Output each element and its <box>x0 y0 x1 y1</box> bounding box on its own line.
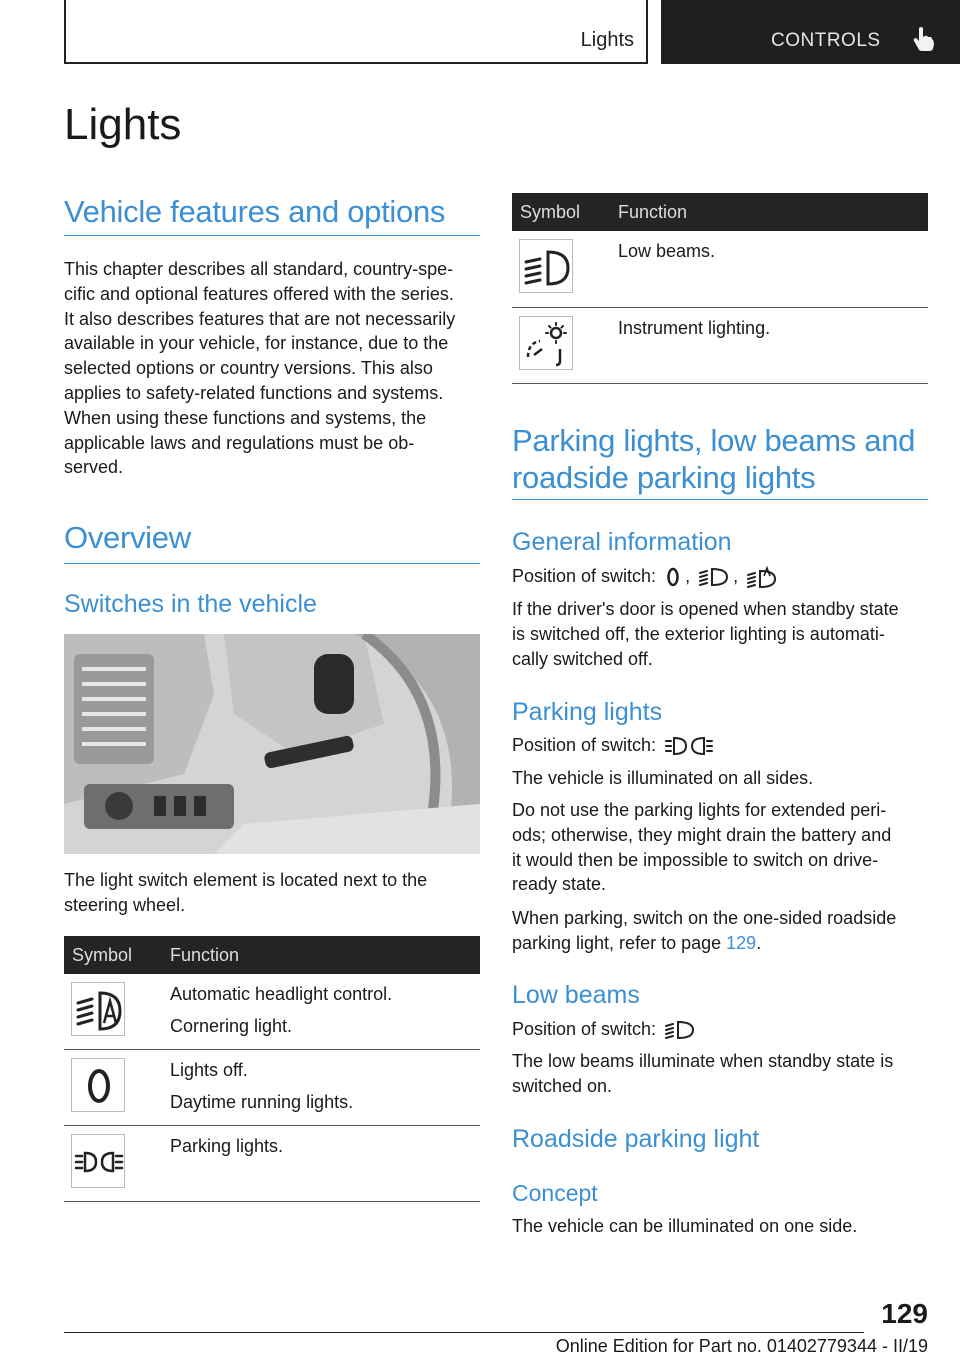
overview-rule <box>64 563 480 564</box>
concept-text: The vehicle can be illuminated on one side. <box>512 1216 858 1236</box>
page-reference-link[interactable]: 129 <box>726 932 757 953</box>
parking-illuminated-text: The vehicle is illuminated on all sides. <box>512 768 814 788</box>
function-text: Automatic headlight control. <box>170 984 393 1004</box>
header-chapter-label: CONTROLS <box>771 30 881 51</box>
low-beams-paragraph: The low beams illuminate when standby state is switched on. <box>512 1051 894 1096</box>
low-beams-switch-line: Position of switch: <box>512 1017 942 1042</box>
parking-lights-icon <box>665 735 713 757</box>
function-text: Low beams. <box>618 241 716 261</box>
switches-heading: Switches in the vehicle <box>64 590 317 618</box>
low-beams-icon <box>699 566 729 588</box>
function-text: Instrument lighting. <box>618 318 771 338</box>
header-section-box <box>64 0 648 64</box>
concept-heading: Concept <box>512 1180 598 1206</box>
page-number: 129 <box>881 1298 928 1329</box>
symbol-column-header: Symbol <box>72 945 133 965</box>
general-information-heading: General information <box>512 528 732 556</box>
table-row <box>64 974 480 1050</box>
header-chapter-box <box>661 0 960 64</box>
instrument-lighting-icon <box>519 316 573 370</box>
vehicle-features-paragraph: This chapter describes all standard, country-spe- cific and optional features offered with the series. It also describes features that are not necessarily available in your vehicle, for instance, due to the selected options or country versions. This also applies to safety-related functions and systems. When using these functions and systems, the applicable laws and regulations must be ob- served. <box>64 259 456 478</box>
low-beams-icon <box>665 1019 695 1041</box>
vehicle-features-heading: Vehicle features and options <box>64 194 446 229</box>
vehicle-features-rule <box>64 235 480 236</box>
parking-switch-line: Position of switch: <box>512 733 942 758</box>
lights-off-icon <box>71 1058 125 1112</box>
auto-headlight-icon <box>747 566 777 588</box>
table-row <box>64 1050 480 1126</box>
parking-lights-icon <box>71 1134 125 1188</box>
footer-edition: Online Edition for Part no. 01402779344 - II/19 <box>555 1336 928 1356</box>
general-information-paragraph: If the driver's door is opened when standby state is switched off, the exterior lighting is automati- cally switched off. <box>512 599 899 669</box>
header-section-label: Lights <box>580 29 634 51</box>
parking-heading-rule <box>512 499 928 500</box>
overview-heading: Overview <box>64 520 191 555</box>
symbol-column-header: Symbol <box>520 202 581 222</box>
light-switch-photo <box>64 634 480 854</box>
right-symbol-table <box>512 193 928 384</box>
function-text: Parking lights. <box>170 1136 284 1156</box>
low-beams-icon <box>519 239 573 293</box>
table-row <box>64 1126 480 1202</box>
function-column-header: Function <box>170 945 240 965</box>
function-column-header: Function <box>618 202 688 222</box>
switch-caption: The light switch element is located next to the steering wheel. <box>64 870 428 915</box>
auto-headlight-icon <box>71 982 125 1036</box>
table-header <box>512 193 928 231</box>
page-title: Lights <box>64 100 182 149</box>
footer-rule <box>64 1332 864 1333</box>
parking-lights-low-beams-heading: Parking lights, low beams and roadside parking lights <box>512 423 916 495</box>
table-row <box>512 231 928 308</box>
hand-pointer-icon <box>913 26 935 52</box>
parking-warning-paragraph: Do not use the parking lights for extended peri- ods; otherwise, they might drain the battery and it would then be impossible to switch on drive- ready state. <box>512 800 892 895</box>
roadside-parking-light-heading: Roadside parking light <box>512 1125 760 1153</box>
parking-lights-heading: Parking lights <box>512 698 663 726</box>
function-text: Lights off. <box>170 1060 248 1080</box>
table-header <box>64 936 480 974</box>
function-text: Cornering light. <box>170 1016 293 1036</box>
left-symbol-table <box>64 936 480 1202</box>
lights-off-icon <box>665 566 681 588</box>
general-switch-line: Position of switch: , , <box>512 564 942 589</box>
low-beams-heading: Low beams <box>512 981 640 1009</box>
parking-roadside-paragraph: When parking, switch on the one-sided roadside parking light, refer to page 129. <box>512 908 897 953</box>
function-text: Daytime running lights. <box>170 1092 354 1112</box>
table-row <box>512 308 928 384</box>
